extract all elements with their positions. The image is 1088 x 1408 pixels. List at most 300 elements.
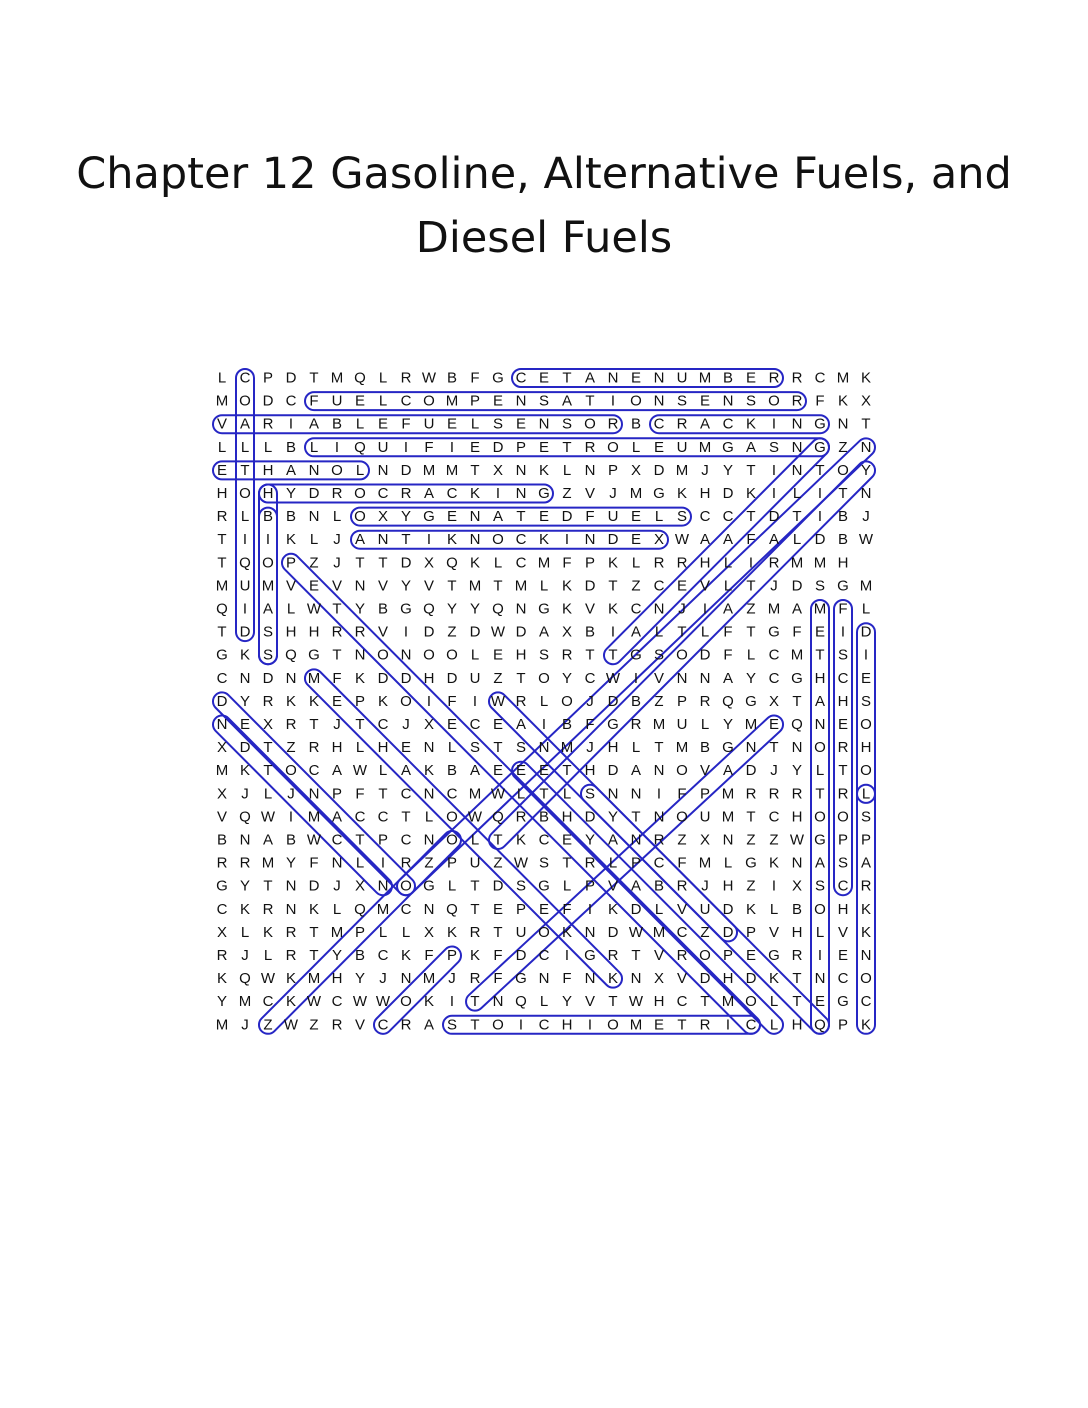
grid-letter: K — [607, 970, 619, 988]
grid-letter: L — [769, 1016, 779, 1034]
grid-letter: E — [837, 947, 849, 964]
grid-letter: R — [630, 716, 642, 733]
grid-letter: N — [791, 739, 803, 757]
grid-letter: N — [607, 785, 619, 803]
grid-letter: G — [837, 993, 849, 1011]
grid-letter: A — [768, 531, 780, 549]
grid-letter: C — [837, 970, 849, 988]
grid-letter: O — [768, 392, 780, 410]
grid-letter: I — [771, 877, 777, 895]
grid-letter: Z — [746, 831, 756, 849]
grid-letter: L — [769, 900, 779, 918]
grid-letter: D — [653, 461, 665, 479]
grid-letter: N — [423, 900, 435, 918]
grid-letter: I — [495, 485, 501, 502]
grid-letter: F — [424, 438, 434, 456]
grid-letter: I — [242, 531, 248, 549]
grid-letter: O — [239, 392, 251, 410]
grid-letter: G — [722, 438, 734, 456]
grid-letter: N — [308, 508, 320, 526]
grid-letter: S — [837, 854, 849, 872]
grid-letter: P — [446, 854, 458, 872]
grid-letter: O — [400, 877, 412, 895]
grid-letter: L — [378, 392, 388, 410]
grid-letter: L — [631, 438, 641, 456]
grid-letter: T — [631, 947, 641, 964]
grid-letter: F — [562, 900, 572, 918]
grid-letter: D — [745, 762, 757, 780]
grid-letter: M — [721, 785, 735, 803]
grid-letter: K — [308, 900, 320, 918]
grid-letter: L — [332, 508, 342, 526]
grid-letter: I — [426, 531, 432, 549]
grid-letter: V — [377, 577, 389, 595]
grid-letter: I — [403, 438, 409, 456]
grid-letter: T — [217, 554, 227, 572]
grid-letter: A — [630, 623, 642, 641]
grid-letter: F — [470, 369, 480, 387]
grid-letter: N — [285, 900, 297, 918]
grid-letter: D — [791, 577, 803, 595]
grid-letter: B — [285, 508, 297, 526]
grid-letter: C — [469, 716, 481, 733]
grid-letter: S — [538, 392, 550, 410]
grid-letter: J — [701, 461, 709, 479]
grid-letter: K — [515, 831, 527, 849]
grid-letter: W — [490, 785, 506, 803]
grid-letter: T — [470, 900, 480, 918]
grid-letter: D — [814, 531, 826, 549]
grid-letter: G — [538, 600, 550, 618]
grid-letter: J — [241, 1016, 249, 1034]
grid-letter: Z — [447, 623, 457, 641]
grid-letter: Z — [769, 831, 779, 849]
grid-letter: N — [791, 461, 803, 479]
grid-letter: N — [584, 461, 596, 479]
grid-letter: E — [515, 415, 527, 433]
grid-letter: Q — [722, 692, 734, 710]
grid-letter: Z — [838, 438, 848, 456]
grid-letter: T — [470, 461, 480, 479]
grid-letter: U — [676, 369, 688, 387]
grid-letter: O — [262, 554, 274, 572]
grid-letter: K — [860, 900, 872, 918]
grid-letter: U — [676, 716, 688, 733]
grid-letter: K — [768, 970, 780, 988]
grid-letter: J — [402, 716, 410, 733]
grid-letter: V — [837, 923, 849, 941]
grid-letter: I — [771, 461, 777, 479]
grid-letter: C — [653, 854, 665, 872]
grid-letter: T — [470, 1016, 480, 1034]
grid-letter: D — [584, 577, 596, 595]
grid-letter: U — [699, 900, 711, 918]
grid-letter: E — [331, 692, 343, 710]
grid-letter: T — [332, 646, 342, 664]
word-highlight-loop — [443, 1016, 760, 1034]
grid-letter: L — [861, 600, 871, 618]
grid-letter: T — [516, 669, 526, 687]
grid-letter: W — [352, 993, 368, 1011]
grid-letter: L — [631, 739, 641, 757]
grid-letter: L — [240, 923, 250, 941]
grid-letter: H — [653, 993, 665, 1011]
grid-letter: I — [771, 485, 777, 502]
grid-letter: B — [837, 508, 849, 526]
grid-letter: S — [515, 877, 527, 895]
grid-letter: G — [492, 369, 504, 387]
grid-letter: K — [538, 461, 550, 479]
grid-letter: M — [468, 785, 482, 803]
grid-letter: M — [790, 646, 804, 664]
grid-letter: P — [354, 923, 366, 941]
grid-letter: L — [723, 854, 733, 872]
grid-letter: M — [652, 923, 666, 941]
grid-letter: J — [609, 485, 617, 502]
grid-letter: Y — [722, 716, 734, 733]
grid-letter: S — [469, 739, 481, 757]
grid-letter: G — [423, 877, 435, 895]
grid-letter: I — [725, 1016, 731, 1034]
grid-letter: L — [539, 692, 549, 710]
grid-letter: O — [446, 808, 458, 826]
grid-letter: K — [745, 415, 757, 433]
grid-letter: B — [446, 369, 458, 387]
grid-letter: S — [653, 646, 665, 664]
grid-letter: H — [791, 923, 803, 941]
grid-letter: D — [400, 461, 412, 479]
grid-letter: Y — [400, 577, 412, 595]
grid-letter: N — [745, 739, 757, 757]
grid-letter: N — [400, 970, 412, 988]
grid-letter: E — [492, 392, 504, 410]
grid-letter: D — [262, 392, 274, 410]
grid-letter: G — [216, 646, 228, 664]
grid-letter: U — [607, 508, 619, 526]
grid-letter: F — [562, 970, 572, 988]
grid-letter: S — [814, 577, 826, 595]
grid-letter: R — [791, 392, 803, 410]
grid-letter: P — [722, 947, 734, 964]
grid-letter: G — [538, 877, 550, 895]
grid-letter: N — [538, 739, 550, 757]
grid-letter: N — [860, 485, 872, 502]
grid-letter: S — [814, 877, 826, 895]
grid-letter: T — [769, 739, 779, 757]
grid-letter: W — [513, 854, 529, 872]
grid-letter: E — [538, 508, 550, 526]
grid-letter: Y — [607, 808, 619, 826]
grid-letter: T — [562, 762, 572, 780]
grid-letter: N — [630, 785, 642, 803]
grid-letter: E — [354, 392, 366, 410]
grid-letter: C — [745, 1016, 757, 1034]
grid-letter: L — [355, 739, 365, 757]
grid-letter: R — [676, 947, 688, 964]
grid-letter: M — [721, 808, 735, 826]
grid-letter: G — [814, 415, 826, 433]
grid-letter: R — [584, 854, 596, 872]
grid-letter: L — [263, 438, 273, 456]
grid-letter: Z — [286, 739, 296, 757]
grid-letter: B — [584, 623, 596, 641]
grid-letter: W — [421, 369, 437, 387]
grid-letter: F — [723, 646, 733, 664]
grid-letter: R — [331, 1016, 343, 1034]
grid-letter: G — [745, 692, 757, 710]
grid-letter: T — [746, 623, 756, 641]
grid-letter: O — [676, 808, 688, 826]
grid-letter: W — [306, 993, 322, 1011]
grid-letter: J — [448, 970, 456, 988]
grid-letter: Q — [354, 438, 366, 456]
grid-letter: I — [771, 415, 777, 433]
grid-letter: Z — [631, 577, 641, 595]
grid-letter: M — [307, 808, 321, 826]
grid-letter: C — [400, 831, 412, 849]
grid-letter: M — [422, 970, 436, 988]
grid-letter: T — [401, 808, 411, 826]
grid-letter: L — [378, 369, 388, 387]
grid-letter: T — [378, 785, 388, 803]
grid-letter: Y — [400, 508, 412, 526]
grid-letter: C — [653, 415, 665, 433]
grid-letter: T — [677, 623, 687, 641]
grid-letter: I — [817, 485, 823, 502]
grid-letter: G — [745, 854, 757, 872]
grid-letter: A — [814, 692, 826, 710]
grid-letter: D — [584, 808, 596, 826]
grid-letter: H — [837, 554, 849, 572]
grid-letter: R — [331, 485, 343, 502]
grid-letter: E — [515, 762, 527, 780]
grid-letter: A — [630, 762, 642, 780]
grid-letter: N — [607, 369, 619, 387]
grid-letter: M — [629, 1016, 643, 1034]
grid-letter: D — [607, 923, 619, 941]
grid-letter: T — [217, 531, 227, 549]
grid-letter: R — [676, 415, 688, 433]
grid-letter: E — [377, 415, 389, 433]
grid-letter: W — [352, 762, 368, 780]
grid-letter: H — [584, 762, 596, 780]
grid-letter: L — [539, 577, 549, 595]
grid-letter: Z — [309, 1016, 319, 1034]
grid-letter: T — [562, 854, 572, 872]
grid-letter: T — [792, 508, 802, 526]
grid-letter: C — [285, 392, 297, 410]
grid-letter: I — [472, 692, 478, 710]
grid-letter: K — [607, 554, 619, 572]
grid-letter: M — [629, 485, 643, 502]
grid-letter: J — [678, 600, 686, 618]
grid-letter: L — [470, 831, 480, 849]
grid-letter: W — [467, 808, 483, 826]
grid-letter: V — [285, 577, 297, 595]
grid-letter: Q — [239, 970, 251, 988]
grid-letter: K — [561, 923, 573, 941]
grid-letter: N — [630, 831, 642, 849]
grid-letter: H — [607, 739, 619, 757]
grid-letter: A — [722, 762, 734, 780]
grid-letter: G — [584, 947, 596, 964]
grid-letter: Y — [285, 485, 297, 502]
grid-letter: G — [814, 438, 826, 456]
grid-letter: L — [723, 577, 733, 595]
grid-letter: M — [468, 577, 482, 595]
grid-letter: Q — [492, 808, 504, 826]
grid-letter: M — [215, 762, 229, 780]
grid-letter: B — [285, 438, 297, 456]
grid-letter: T — [309, 716, 319, 733]
grid-letter: L — [792, 485, 802, 502]
grid-letter: V — [653, 669, 665, 687]
grid-letter: P — [469, 392, 481, 410]
grid-letter: I — [380, 854, 386, 872]
grid-letter: O — [860, 762, 872, 780]
grid-letter: B — [538, 808, 550, 826]
grid-letter: D — [492, 438, 504, 456]
grid-letter: O — [377, 646, 389, 664]
grid-letter: N — [216, 716, 228, 733]
grid-letter: O — [538, 923, 550, 941]
grid-letter: W — [375, 993, 391, 1011]
grid-letter: M — [560, 739, 574, 757]
grid-letter: I — [334, 438, 340, 456]
grid-letter: D — [515, 623, 527, 641]
grid-letter: K — [377, 692, 389, 710]
grid-letter: S — [584, 785, 596, 803]
grid-letter: R — [768, 785, 780, 803]
grid-letter: H — [377, 739, 389, 757]
grid-letter: X — [423, 554, 435, 572]
grid-letter: O — [423, 646, 435, 664]
grid-letter: O — [745, 993, 757, 1011]
grid-letter: T — [539, 785, 549, 803]
grid-letter: O — [354, 485, 366, 502]
grid-letter: L — [792, 531, 802, 549]
grid-letter: M — [307, 669, 321, 687]
grid-letter: D — [446, 669, 458, 687]
grid-letter: T — [332, 600, 342, 618]
grid-letter: I — [702, 600, 708, 618]
grid-letter: X — [354, 877, 366, 895]
grid-letter: D — [285, 369, 297, 387]
grid-letter: G — [607, 716, 619, 733]
grid-letter: C — [538, 1016, 550, 1034]
grid-letter: L — [217, 438, 227, 456]
grid-letter: D — [216, 692, 228, 710]
grid-letter: I — [288, 415, 294, 433]
grid-letter: L — [700, 716, 710, 733]
grid-letter: N — [722, 831, 734, 849]
grid-letter: N — [653, 762, 665, 780]
grid-letter: L — [378, 762, 388, 780]
grid-letter: O — [239, 485, 251, 502]
grid-letter: A — [791, 600, 803, 618]
grid-letter: R — [285, 923, 297, 941]
grid-letter: A — [469, 762, 481, 780]
grid-letter: R — [400, 485, 412, 502]
grid-letter: W — [306, 831, 322, 849]
grid-letter: K — [745, 900, 757, 918]
grid-letter: X — [216, 785, 228, 803]
grid-letter: V — [216, 415, 228, 433]
grid-letter: H — [791, 1016, 803, 1034]
grid-letter: T — [493, 923, 503, 941]
grid-letter: N — [538, 970, 550, 988]
grid-letter: T — [516, 508, 526, 526]
grid-letter: F — [585, 716, 595, 733]
grid-letter: N — [584, 923, 596, 941]
grid-letter: E — [538, 369, 550, 387]
grid-letter: B — [837, 531, 849, 549]
grid-letter: T — [608, 993, 618, 1011]
grid-letter: K — [860, 1016, 872, 1034]
grid-letter: M — [813, 554, 827, 572]
grid-letter: N — [285, 669, 297, 687]
grid-letter: X — [768, 692, 780, 710]
grid-letter: W — [260, 808, 276, 826]
grid-letter: K — [285, 993, 297, 1011]
grid-letter: E — [699, 392, 711, 410]
grid-letter: T — [493, 577, 503, 595]
grid-letter: K — [469, 947, 481, 964]
grid-letter: D — [607, 692, 619, 710]
grid-letter: T — [700, 993, 710, 1011]
grid-letter: L — [355, 854, 365, 872]
grid-letter: I — [817, 508, 823, 526]
grid-letter: A — [285, 461, 297, 479]
word-highlight-loop — [351, 531, 668, 549]
grid-letter: D — [699, 646, 711, 664]
grid-letter: P — [285, 554, 297, 572]
grid-letter: C — [768, 646, 780, 664]
grid-letter: M — [859, 577, 873, 595]
grid-letter: I — [541, 716, 547, 733]
grid-letter: H — [860, 739, 872, 757]
grid-letter: Z — [493, 669, 503, 687]
grid-letter: Y — [584, 831, 596, 849]
grid-letter: J — [241, 785, 249, 803]
grid-letter: S — [262, 646, 274, 664]
grid-letter: O — [699, 947, 711, 964]
grid-letter: B — [561, 716, 573, 733]
grid-letter: G — [791, 669, 803, 687]
grid-letter: N — [814, 716, 826, 733]
grid-letter: Q — [354, 369, 366, 387]
grid-letter: M — [307, 970, 321, 988]
grid-letter: G — [837, 577, 849, 595]
grid-letter: C — [722, 508, 734, 526]
grid-letter: Q — [354, 900, 366, 918]
grid-letter: D — [745, 970, 757, 988]
grid-letter: R — [469, 923, 481, 941]
grid-letter: D — [423, 623, 435, 641]
grid-letter: Y — [561, 669, 573, 687]
title-line-1: Chapter 12 Gasoline, Alternative Fuels, and — [76, 149, 1012, 199]
grid-letter: Y — [331, 947, 343, 964]
grid-letter: A — [400, 762, 412, 780]
grid-letter: T — [378, 554, 388, 572]
grid-letter: X — [423, 923, 435, 941]
grid-letter: R — [469, 970, 481, 988]
grid-letter: D — [722, 900, 734, 918]
grid-letter: T — [815, 785, 825, 803]
grid-letter: R — [837, 739, 849, 757]
grid-letter: G — [423, 508, 435, 526]
grid-letter: N — [837, 415, 849, 433]
